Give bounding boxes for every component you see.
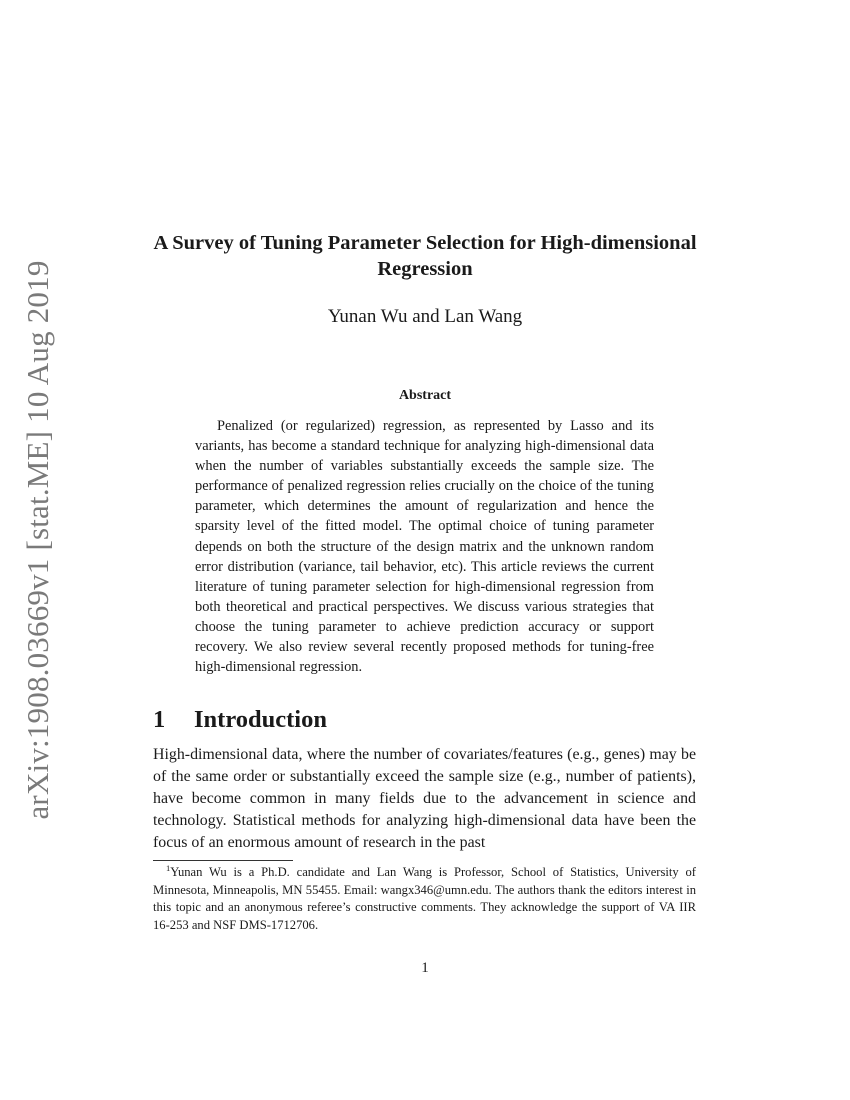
paper-title: A Survey of Tuning Parameter Selection for High-dimensional Regression	[153, 232, 697, 280]
section-heading	[153, 706, 327, 734]
paper-authors: Yunan Wu and Lan Wang	[327, 306, 523, 327]
footnote-text: Yunan Wu is a Ph.D. candidate and Lan Wang is Professor, School of Statistics, University of Minnesota, Minneapolis, MN 55455. Email: wangx346@umn.edu. The authors thank the editors interest in this topic and an anonymous referee’s constructive comments. They acknowledge the support of VA IIR 16-253 and NSF DMS-1712706.	[153, 865, 696, 932]
abstract-text: Penalized (or regularized) regression, as represented by Lasso and its variants, has become a standard technique for analyzing high-dimensional data when the number of variables substantially exceeds the sample size. The performance of penalized regression relies crucially on the choice of the tuning parameter, which determines the amount of regularization and hence the sparsity level of the fitted model. The optimal choice of tuning parameter depends on both the structure of the design matrix and the unknown random error distribution (variance, tail behavior, etc). This article reviews the current literature of tuning parameter selection for high-dimensional regression from both theoretical and practical perspectives. We discuss various strategies that choose the tuning parameter to achieve prediction accuracy or support recovery. We also review several recently proposed methods for tuning-free high-dimensional regression.	[195, 418, 654, 676]
footnote-marker: 1	[166, 863, 171, 873]
arxiv-identifier: arXiv:1908.03669v1 [stat.ME] 10 Aug 2019	[20, 260, 55, 820]
abstract-heading: Abstract	[398, 388, 452, 403]
footnote-divider	[153, 860, 293, 861]
introduction-text: High-dimensional data, where the number of covariates/features (e.g., genes) may be of the same order or substantially exceed the sample size (e.g., number of patients), have become common in many fields due to the advancement in science and technology. Statistical methods for analyzing high-dimensional data have been the focus of an enormous amount of research in the past	[153, 746, 696, 851]
section-number: 1	[153, 706, 166, 733]
footnote	[153, 864, 696, 934]
section-title: Introduction	[194, 706, 327, 733]
page-number: 1	[421, 960, 429, 976]
